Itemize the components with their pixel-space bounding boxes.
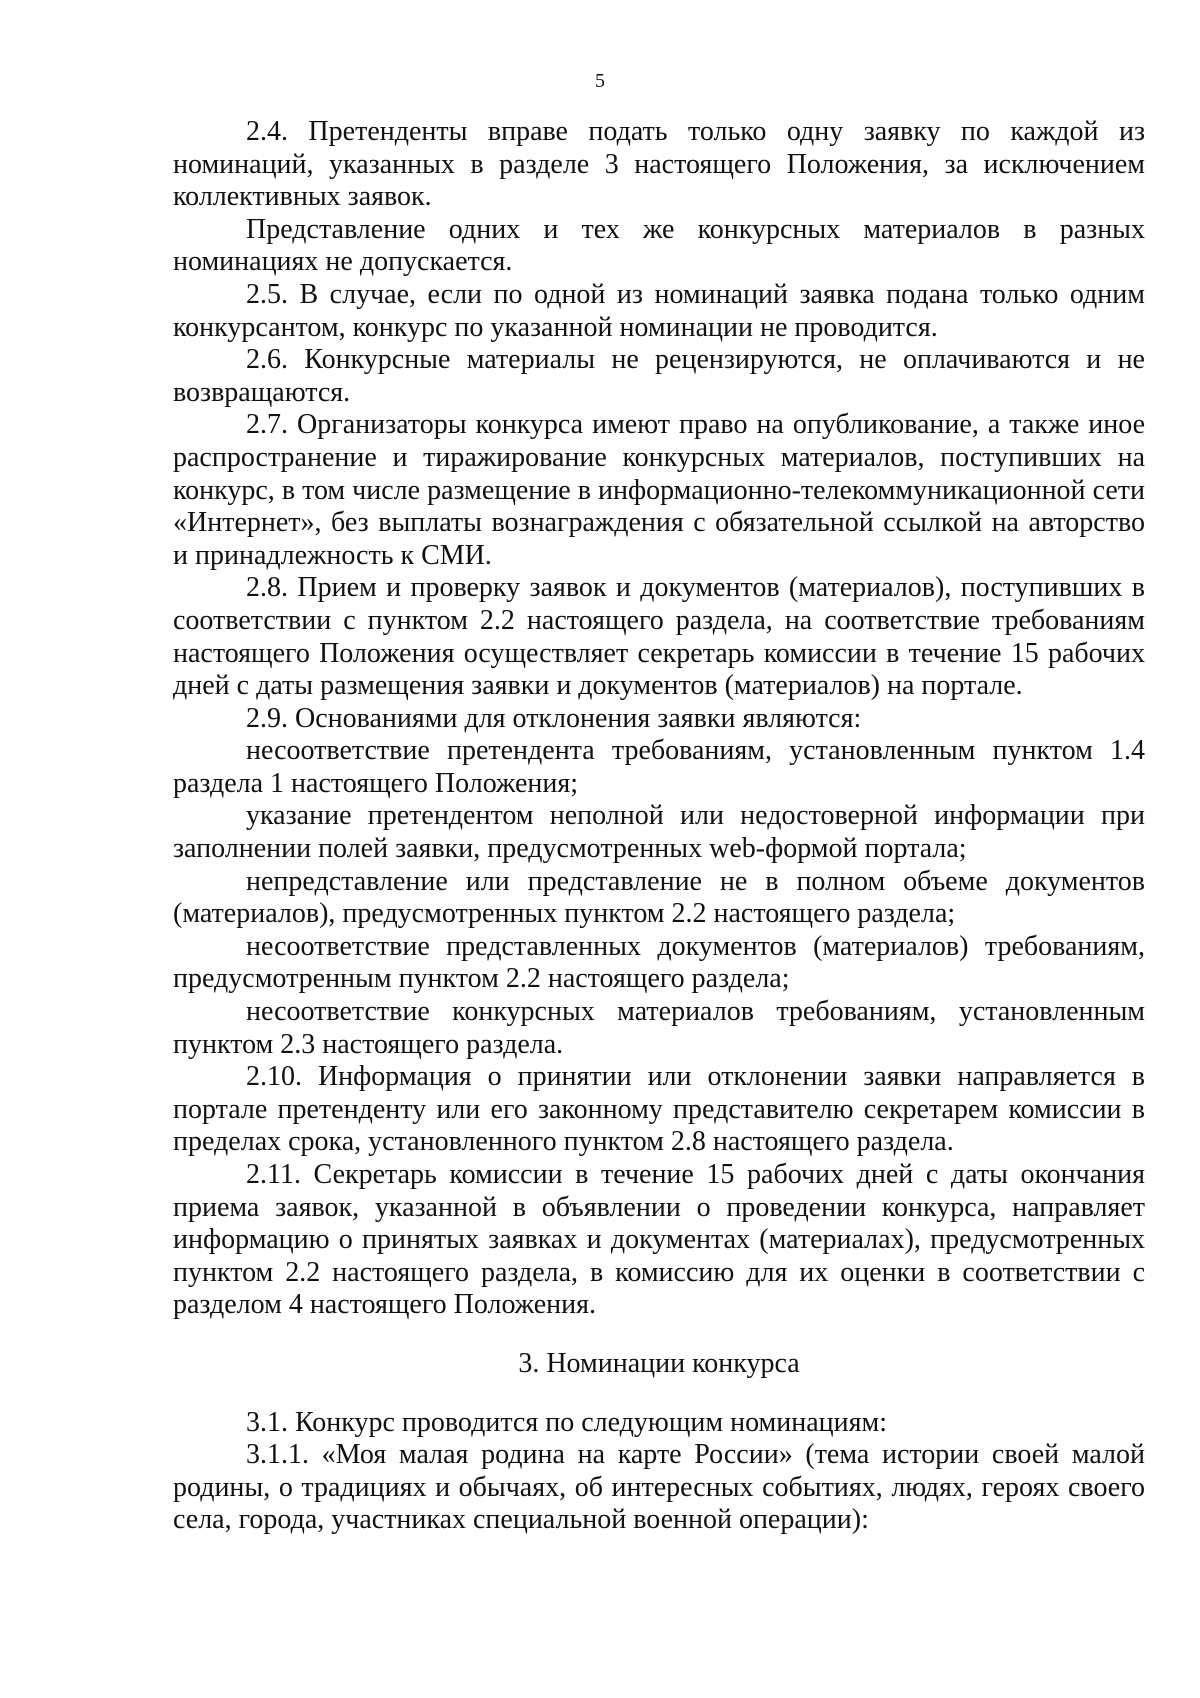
paragraph-2-8: 2.8. Прием и проверку заявок и документов (материалов), поступивших в соответствии с пунктом 2.2 настоящего раздела, на соответствие требованиям настоящего Положения осуществляет секретарь комиссии в течение 15 рабочих дней с даты размещения заявки и документов (материалов) на портале. <box>173 572 1145 702</box>
section-title: 3. Номинации конкурса <box>518 1347 800 1379</box>
paragraph-2-5: 2.5. В случае, если по одной из номинаций заявка подана только одним конкурсантом, конкурс по указанной номинации не проводится. <box>173 278 1145 343</box>
paragraph-2-7: 2.7. Организаторы конкурса имеют право на опубликование, а также иное распространение и тиражирование конкурсных материалов, поступивших на конкурс, в том числе размещение в информационно-телекоммуникационной сети «Интернет», без выплаты вознаграждения с обязательной ссылкой на авторство и принадлежность к СМИ. <box>173 409 1145 571</box>
rejection-reason-4: несоответствие представленных документов (материалов) требованиям, предусмотренным пунктом 2.2 настоящего раздела; <box>173 930 1145 995</box>
paragraph-2-9: 2.9. Основаниями для отклонения заявки являются: <box>246 702 862 734</box>
rejection-reason-2: указание претендентом неполной или недостоверной информации при заполнении полей заявки, предусмотренных web-формой портала; <box>173 800 1145 865</box>
rejection-reason-3: непредставление или представление не в полном объеме документов (материалов), предусмотренных пунктом 2.2 настоящего раздела; <box>173 865 1145 930</box>
document-body <box>173 116 1145 1537</box>
paragraph-2-10: 2.10. Информация о принятии или отклонении заявки направляется в портале претенденту или его законному представителю секретарем комиссии в пределах срока, установленного пунктом 2.8 настоящего раздела. <box>173 1061 1145 1158</box>
paragraph-2-11: 2.11. Секретарь комиссии в течение 15 рабочих дней с даты окончания приема заявок, указанной в объявлении о проведении конкурса, направляет информацию о принятых заявках и документах (материалах), предусмотренных пунктом 2.2 настоящего раздела, в комиссию для их оценки в соответствии с разделом 4 настоящего Положения. <box>173 1159 1145 1321</box>
paragraph-3-1-1: 3.1.1. «Моя малая родина на карте России» (тема истории своей малой родины, о традициях и обычаях, об интересных событиях, людях, героях своего села, города, участниках специальной военной операции): <box>173 1439 1145 1536</box>
rejection-reason-5: несоответствие конкурсных материалов требованиям, установленным пунктом 2.3 настоящего раздела. <box>173 996 1145 1060</box>
page-number: 5 <box>595 70 605 92</box>
paragraph-2-4: 2.4. Претенденты вправе подать только одну заявку по каждой из номинаций, указанных в разделе 3 настоящего Положения, за исключением коллективных заявок. <box>173 116 1145 213</box>
rejection-reason-1: несоответствие претендента требованиям, установленным пунктом 1.4 раздела 1 настоящего Положения; <box>173 735 1145 799</box>
paragraph-3-1: 3.1. Конкурс проводится по следующим номинациям: <box>246 1406 888 1438</box>
paragraph-2-4-continued: Представление одних и тех же конкурсных материалов в разных номинациях не допускается. <box>173 213 1145 278</box>
paragraph-2-6: 2.6. Конкурсные материалы не рецензируются, не оплачиваются и не возвращаются. <box>173 344 1145 408</box>
